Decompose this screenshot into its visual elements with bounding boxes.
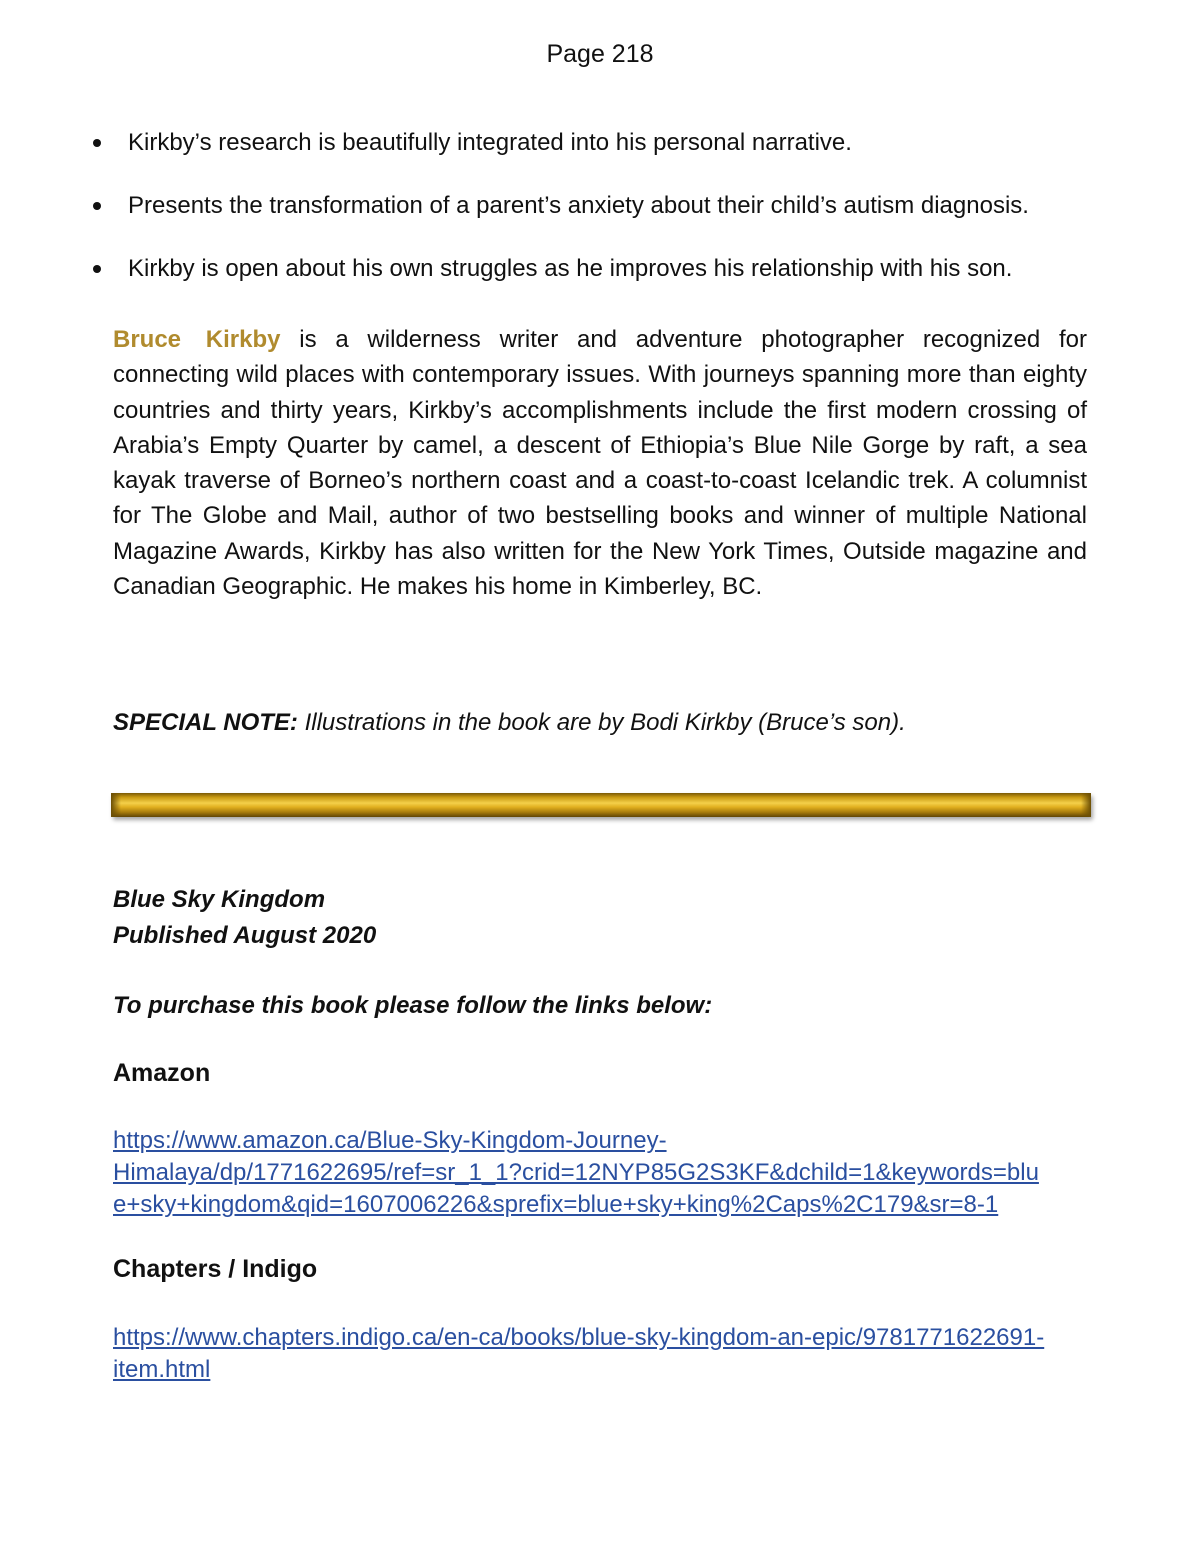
special-note-text: Illustrations in the book are by Bodi Kirkby (Bruce’s son). (297, 709, 906, 736)
author-name: Bruce Kirkby (113, 326, 281, 353)
amazon-link-line: Himalaya/dp/1771622695/ref=sr_1_1?crid=12NYP85G2S3KF&dchild=1&keywords=blu (113, 1159, 1039, 1186)
book-info (113, 882, 376, 954)
bullet-text: Kirkby is open about his own struggles as he improves his relationship with his son. (128, 255, 1013, 282)
list-item (90, 126, 1100, 160)
list-item (90, 189, 1100, 223)
author-bio (113, 322, 1087, 604)
amazon-link-line: https://www.amazon.ca/Blue-Sky-Kingdom-Journey- (113, 1127, 667, 1154)
chapters-link-line: item.html (113, 1356, 211, 1383)
highlights-list (90, 126, 1100, 315)
book-title: Blue Sky Kingdom (113, 886, 326, 913)
bullet-icon (93, 265, 101, 273)
chapters-indigo-heading: Chapters / Indigo (113, 1255, 318, 1283)
author-bio-text: is a wilderness writer and adventure photographer recognized for connecting wild places with contemporary issues. With journeys spanning more than eighty countries and thirty years, Kirkby’s accomplishments include the first modern crossing of Arabia’s Empty Quarter by camel, a descent of Ethiopia’s Blue Nile Gorge by raft, a sea kayak traverse of Borneo’s northern coast and a coast-to-coast Icelandic trek. A columnist for The Globe and Mail, author of two bestselling books and winner of multiple National Magazine Awards, Kirkby has also written for the New York Times, Outside magazine and Canadian Geographic. He makes his home in Kimberley, BC. (113, 326, 1087, 601)
amazon-link[interactable] (113, 1125, 1088, 1221)
bullet-icon (93, 202, 101, 210)
list-item (90, 252, 1100, 286)
chapters-indigo-link[interactable] (113, 1322, 1088, 1386)
purchase-prompt: To purchase this book please follow the links below: (113, 992, 713, 1019)
bullet-text: Presents the transformation of a parent’s anxiety about their child’s autism diagnosis. (128, 192, 1029, 219)
amazon-link-line: e+sky+kingdom&qid=1607006226&sprefix=blue+sky+king%2Caps%2C179&sr=8-1 (113, 1191, 999, 1218)
book-published-date: Published August 2020 (113, 922, 377, 949)
gold-divider (111, 793, 1091, 817)
bullet-icon (93, 139, 101, 147)
special-note-label: SPECIAL NOTE: (113, 709, 298, 736)
bullet-text: Kirkby’s research is beautifully integrated into his personal narrative. (128, 129, 852, 156)
special-note (113, 706, 1103, 740)
chapters-link-line: https://www.chapters.indigo.ca/en-ca/books/blue-sky-kingdom-an-epic/9781771622691- (113, 1324, 1045, 1351)
amazon-heading: Amazon (113, 1059, 211, 1087)
page-number: Page 218 (546, 40, 654, 68)
